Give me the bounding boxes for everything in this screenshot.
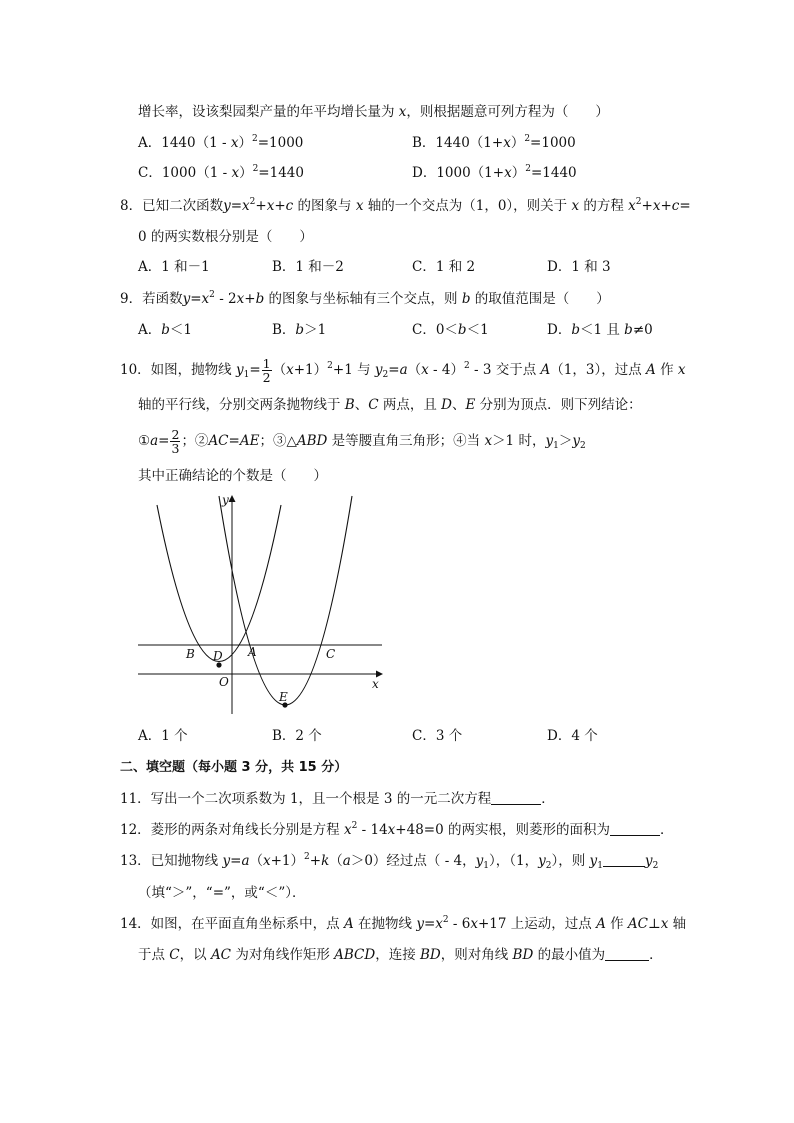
q9-line-1: 9．若函数$y=x^2 - 2x+b$ 的图象与坐标轴有三个交点，则 b 的取值范围是（ ） xyxy=(120,290,610,307)
q7-continuation: 增长率，设该梨园梨产量的年平均增长量为 x，则根据题意可列方程为（ ） xyxy=(138,104,609,120)
q13-answer-blank xyxy=(603,852,645,867)
fraction-one-half: $\frac{1}{2}$ xyxy=(262,356,271,385)
parabola-y1 xyxy=(157,505,281,662)
label-c: C xyxy=(326,647,336,661)
q10-line-3: ①a= $\frac{2}{3}$ ；②AC=AE；③△ABD 是等腰直角三角形；④当 x＞1 时，$y_1>y_2$ xyxy=(138,427,586,456)
fraction-two-thirds: $\frac{2}{3}$ xyxy=(171,427,180,456)
label-o: O xyxy=(219,675,229,689)
q7-option-b: B．$1440(1+x)^2=1000$ xyxy=(412,134,576,151)
q10-line-4: 其中正确结论的个数是（ ） xyxy=(138,468,327,484)
q12-line: 12．菱形的两条对角线长分别是方程 $x^2 - 14x+48=0$ 的两实根，则菱形的面积为 ． xyxy=(120,821,674,838)
q8-option-d: D．1 和 3 xyxy=(547,259,611,275)
q14-answer-blank xyxy=(605,946,649,961)
q13-line-1: 13．已知抛物线 $y=a(x+1)^2+k(a>0)$经过点（ - 4，$y_1$），（1，$y_2$），则 $y_1$ $y_2$ xyxy=(120,852,659,871)
q11-answer-blank xyxy=(491,790,541,805)
label-x: x xyxy=(372,677,379,691)
q12-answer-blank xyxy=(610,821,660,836)
q13-line-2: （填“＞”，“=”，或“＜”）． xyxy=(138,885,306,901)
q9-option-d: D．b＜1 且 b≠0 xyxy=(547,322,653,338)
vertex-d xyxy=(216,662,221,667)
label-y: y xyxy=(222,493,229,507)
q8-line-2: 0 的两实数根分别是（ ） xyxy=(138,229,313,245)
q10-option-a: A．1 个 xyxy=(138,728,188,744)
label-a: A xyxy=(248,645,257,659)
q9-option-a: A．b＜1 xyxy=(138,322,192,338)
q10-option-b: B．2 个 xyxy=(272,728,322,744)
label-b: B xyxy=(186,647,195,661)
q10-line-1: 10．如图，抛物线 $y_1=$ $\frac{1}{2}$ $(x+1)^2+1$ 与 $y_2=a(x - 4)^2 - 3$ 交于点 A（1，3），过点 A 作 x xyxy=(120,356,686,385)
q7-option-c: C．1000（1 - x）$^2$=1440 xyxy=(138,164,304,181)
q7-option-d: D．$1000(1+x)^2=1440$ xyxy=(412,164,577,181)
q14-line-1: 14．如图，在平面直角坐标系中，点 A 在抛物线 $y=x^2 - 6x+17$ 上运动，过点 A 作 AC⊥x 轴 xyxy=(120,915,687,932)
q9-option-c: C．0＜b＜1 xyxy=(412,322,489,338)
label-d: D xyxy=(213,649,223,663)
q8-option-a: A．1 和－1 xyxy=(138,259,210,275)
q8-option-b: B．1 和－2 xyxy=(272,259,344,275)
q8-line-1: 8．已知二次函数$y=x^2+x+c$ 的图象与 x 轴的一个交点为（1，0），则关于 x 的方程 $x^2+x+c=$ xyxy=(120,197,691,214)
q14-line-2: 于点 C，以 AC 为对角线作矩形 ABCD，连接 BD，则对角线 BD 的最小值为 ． xyxy=(138,947,663,963)
q9-option-b: B．b＞1 xyxy=(272,322,327,338)
q8-option-c: C．1 和 2 xyxy=(412,259,476,275)
q10-line-2: 轴的平行线，分别交两条抛物线于 B、C 两点，且 D、E 分别为顶点．则下列结论： xyxy=(138,397,642,413)
q10-figure xyxy=(130,490,390,718)
label-e: E xyxy=(279,690,288,704)
q10-option-c: C．3 个 xyxy=(412,728,463,744)
q7-option-a: A．1440（1 - x）$^2$=1000 xyxy=(138,134,304,151)
section-heading-fill-in: 二、填空题（每小题 3 分，共 15 分） xyxy=(120,760,348,775)
q11-line: 11．写出一个二次项系数为 1，且一个根是 3 的一元二次方程 ． xyxy=(120,791,555,807)
q10-option-d: D．4 个 xyxy=(547,728,598,744)
